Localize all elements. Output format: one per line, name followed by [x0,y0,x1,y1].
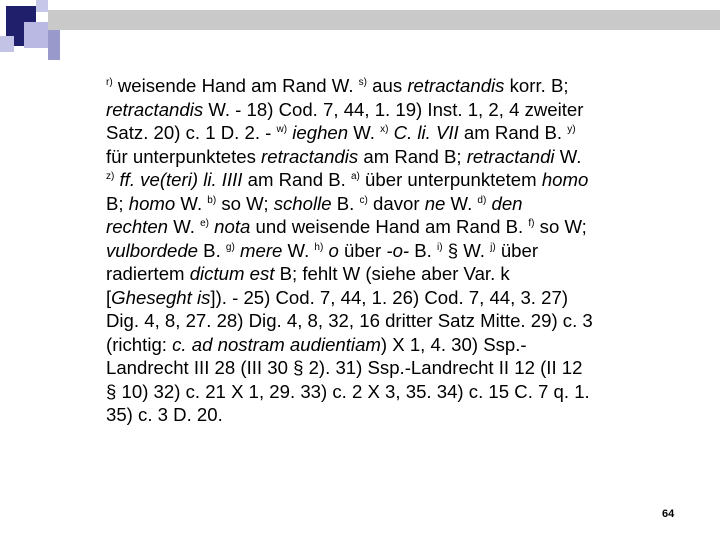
text-segment: B; [106,192,129,214]
text-segment: W. [348,122,381,143]
text-line [106,403,626,427]
text-segment: aus [367,75,408,96]
text-segment: C. li. VII [393,122,459,143]
text-line [106,286,626,310]
footnote-marker: j) [490,241,496,253]
header-bar [48,10,720,30]
footnote-marker: x) [380,124,389,135]
text-line [106,145,626,169]
text-line [106,239,626,263]
text-segment: B. [409,239,438,261]
text-segment: über [495,239,539,261]
text-segment: den [491,192,523,214]
footnote-marker: e) [200,218,209,229]
text-line [106,309,626,333]
text-segment: homo [128,192,176,214]
footnote-marker: r) [106,77,113,88]
text-segment: § 10) 32) c. 21 X 1, 29. 33) c. 2 X 3, 35. 34) c. 15 C. 7 q. 1. [106,380,590,402]
text-segment: Dig. 4, 8, 27. 28) Dig. 4, 8, 32, 16 dritter Satz Mitte. 29) c. 3 [106,310,593,331]
text-line [106,121,626,145]
footnote-marker: s) [358,77,367,88]
text-segment: rechten [106,216,169,237]
text-segment: ne [424,192,446,214]
text-segment: o [328,239,339,261]
text-segment: weisende Hand am Rand W. [112,75,359,96]
text-segment: Gheseght is [111,286,211,308]
text-segment: W. - 18) Cod. 7, 44, 1. 19) Inst. 1, 2, 4 zweiter [203,98,584,120]
footnote-marker: z) [106,171,115,182]
text-segment: W. [554,145,582,167]
text-segment: über unterpunktetem [359,169,542,190]
text-segment: homo [541,169,589,190]
page-number: 64 [662,508,675,520]
text-line [106,192,626,216]
footnote-marker: g) [225,241,235,253]
text-line [106,333,626,357]
text-segment: B. [198,239,226,261]
text-segment: so W; [216,192,274,214]
corner-decoration-lavender [24,22,48,48]
text-segment: retractandis [106,98,204,120]
corner-decoration-lavender-left [0,36,14,52]
header-accent-bar [48,30,60,60]
text-segment: c. ad nostram audientiam [172,333,381,355]
text-segment: ]). - 25) Cod. 7, 44, 1. 26) Cod. 7, 44, 3. 27) [210,286,569,308]
text-segment: B; fehlt W (siehe aber Var. k [274,263,510,284]
footnote-marker: y) [567,124,576,135]
text-line [106,74,626,98]
text-line [106,215,626,239]
text-segment: am Rand B; [358,145,467,167]
text-segment: am Rand B. [242,169,351,190]
text-segment: scholle [273,192,332,214]
text-segment: W. [168,216,201,237]
text-segment: ff. ve(teri) li. IIII [119,169,243,190]
text-segment: (richtig: [106,333,173,355]
text-line [106,380,626,404]
text-segment: vulbordede [106,239,199,261]
text-segment: retractandi [466,145,555,167]
text-line [106,262,626,286]
text-segment: korr. B; [504,75,569,96]
text-segment: -o- [386,239,410,261]
footnote-marker: d) [477,194,487,206]
footnote-marker: b) [207,194,217,206]
text-segment: so W; [534,216,587,237]
text-segment: retractandis [407,75,505,96]
footnote-marker: a) [350,171,360,182]
footnote-marker: f) [528,218,535,229]
text-line [106,98,626,122]
text-segment: für unterpunktetes [106,145,262,167]
text-segment: nota [214,216,251,237]
text-segment: [ [106,286,112,308]
text-segment: B. [331,192,360,214]
text-segment: über [338,239,387,261]
text-segment: radiertem [106,263,190,284]
text-segment: mere [240,239,283,261]
text-segment: W. [282,239,315,261]
text-segment: Landrecht III 28 (III 30 § 2). 31) Ssp.-Landrecht II 12 (II 12 [106,357,583,378]
footnote-marker: i) [437,241,443,253]
footnote-marker: w) [276,124,288,135]
footnote-marker: h) [314,241,324,253]
text-segment: retractandis [261,145,359,167]
text-segment: § W. [442,239,491,261]
text-segment: am Rand B. [458,122,568,143]
text-segment: und weisende Hand am Rand B. [250,216,529,237]
text-segment: Satz. 20) c. 1 D. 2. - [106,122,277,143]
text-segment: 35) c. 3 D. 20. [106,404,223,425]
text-segment: davor [367,192,425,214]
text-segment: dictum est [189,263,275,284]
text-segment: ieghen [292,122,349,143]
text-segment: W. [445,192,478,214]
text-segment: ) X 1, 4. 30) Ssp.- [380,333,527,355]
footnote-text [106,74,626,427]
footnote-marker: c) [359,194,368,206]
corner-decoration-lavender-small [36,0,48,12]
text-segment: W. [175,192,208,214]
text-line [106,356,626,380]
text-line [106,168,626,192]
